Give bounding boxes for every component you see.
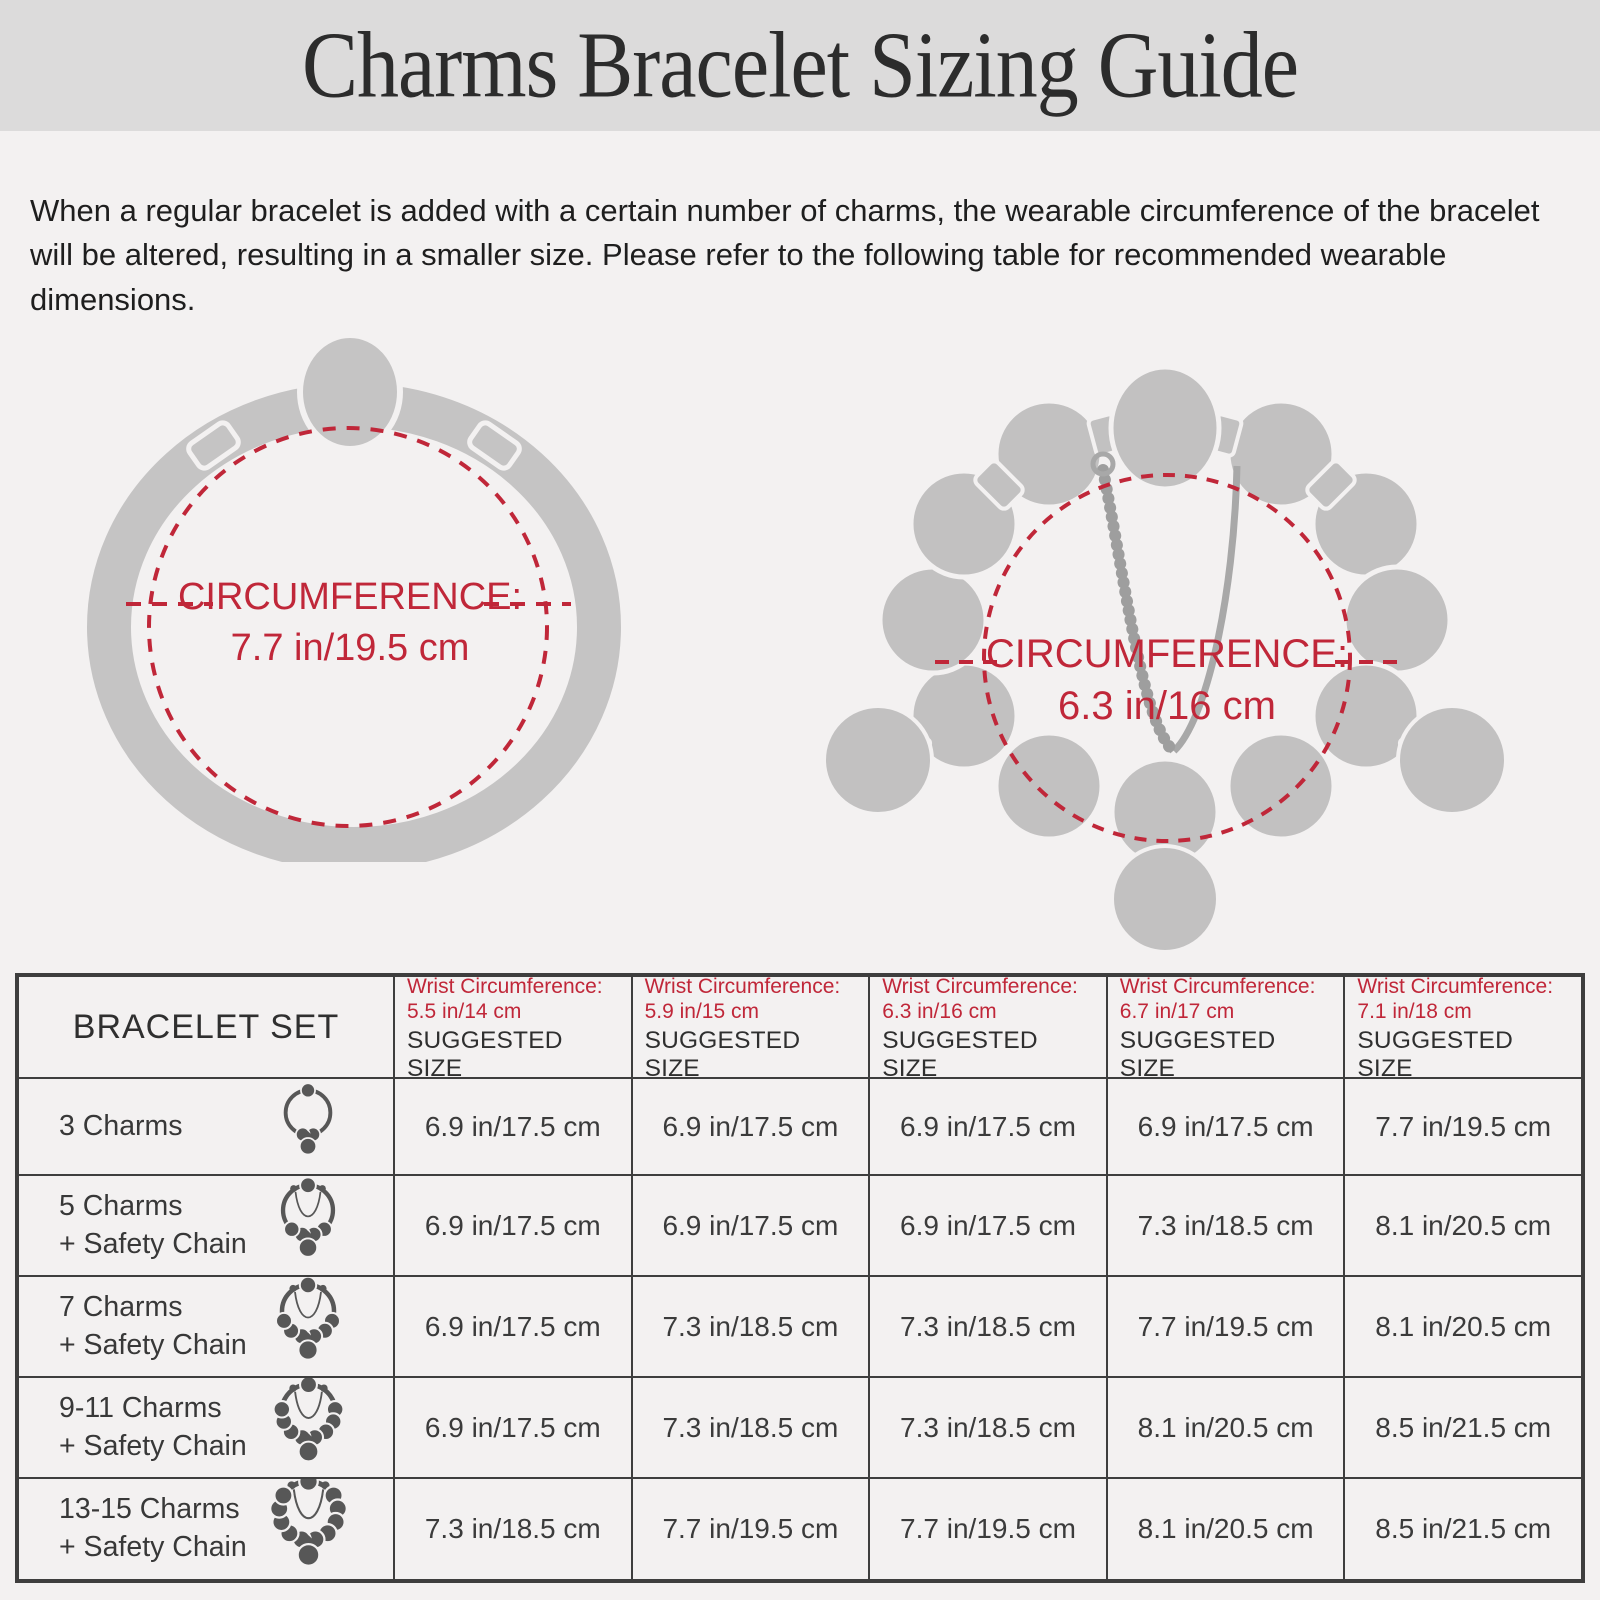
size-value-r3-c4: 7.7 in/19.5 cm: [1107, 1276, 1345, 1377]
ball-clasp: [1111, 367, 1219, 489]
size-value-r1-c3: 6.9 in/17.5 cm: [869, 1078, 1107, 1175]
wrist-circumference-label: Wrist Circumference: 6.7 in/17 cm: [1119, 976, 1316, 1023]
circumference-value: 6.3 in/16 cm: [1058, 684, 1276, 728]
suggested-size-label: SUGGESTED SIZE: [644, 1027, 801, 1078]
table-corner-header: [18, 976, 394, 1078]
bracelet-icon-box: [249, 1377, 367, 1478]
column-header-1: [394, 976, 632, 1078]
size-value-r1-c2: 6.9 in/17.5 cm: [632, 1078, 870, 1175]
column-header-5: [1344, 976, 1582, 1078]
circumference-label: CIRCUMFERENCE:: [985, 632, 1349, 676]
plain-bracelet-illustration: [80, 300, 625, 862]
sizing-table: [15, 973, 1585, 1583]
size-value-r5-c2: 7.7 in/19.5 cm: [632, 1478, 870, 1580]
bracelet-5-charms-icon: [260, 1175, 356, 1276]
size-value-r5-c5: 8.5 in/21.5 cm: [1344, 1478, 1582, 1580]
wrist-circumference-label: Wrist Circumference: 5.5 in/14 cm: [407, 976, 603, 1023]
bracelet-icon-box: [249, 1276, 367, 1377]
bracelet-set-label: BRACELET SET: [72, 1007, 340, 1046]
size-value-r2-c1: 6.9 in/17.5 cm: [394, 1175, 632, 1276]
bracelet-set-name: 7 Charms + Safety Chain: [59, 1290, 247, 1361]
row-label-2: [18, 1175, 394, 1276]
bracelet-set-name: 5 Charms + Safety Chain: [59, 1189, 247, 1260]
size-value-r4-c4: 8.1 in/20.5 cm: [1107, 1377, 1345, 1478]
bracelet-icon-box: [249, 1175, 367, 1276]
clasp-clip-left: [186, 420, 241, 471]
suggested-size-label: SUGGESTED SIZE: [1119, 1027, 1276, 1078]
size-value-r4-c2: 7.3 in/18.5 cm: [632, 1377, 870, 1478]
page-title: Charms Bracelet Sizing Guide: [301, 13, 1299, 118]
circumference-value: 7.7 in/19.5 cm: [230, 627, 470, 669]
size-value-r1-c4: 6.9 in/17.5 cm: [1107, 1078, 1345, 1175]
bracelet-set-name: 9-11 Charms + Safety Chain: [59, 1391, 247, 1462]
column-header-4: [1107, 976, 1345, 1078]
size-value-r5-c4: 8.1 in/20.5 cm: [1107, 1478, 1345, 1580]
size-value-r2-c5: 8.1 in/20.5 cm: [1344, 1175, 1582, 1276]
bracelet-icon-box: [249, 1078, 367, 1175]
size-value-r3-c5: 8.1 in/20.5 cm: [1344, 1276, 1582, 1377]
size-value-r3-c2: 7.3 in/18.5 cm: [632, 1276, 870, 1377]
circumference-label: CIRCUMFERENCE:: [177, 576, 523, 618]
size-value-r3-c1: 6.9 in/17.5 cm: [394, 1276, 632, 1377]
suggested-size-label: SUGGESTED SIZE: [882, 1027, 1038, 1078]
size-value-r5-c3: 7.7 in/19.5 cm: [869, 1478, 1107, 1580]
ball-clasp: [300, 335, 400, 449]
size-value-r4-c5: 8.5 in/21.5 cm: [1344, 1377, 1582, 1478]
row-label-1: [18, 1078, 394, 1175]
bracelet-3-charms-icon: [265, 1078, 351, 1175]
wrist-circumference-label: Wrist Circumference: 6.3 in/16 cm: [882, 976, 1078, 1023]
bracelet-13-15-charms-icon: [252, 1478, 365, 1580]
bracelet-7-charms-icon: [258, 1276, 358, 1377]
row-label-3: [18, 1276, 394, 1377]
charms-bracelet-illustration: [785, 298, 1545, 968]
size-value-r2-c2: 6.9 in/17.5 cm: [632, 1175, 870, 1276]
size-value-r1-c5: 7.7 in/19.5 cm: [1344, 1078, 1582, 1175]
size-value-r5-c1: 7.3 in/18.5 cm: [394, 1478, 632, 1580]
bracelet-icon-box: [249, 1478, 367, 1580]
suggested-size-label: SUGGESTED SIZE: [407, 1027, 563, 1078]
column-header-2: [632, 976, 870, 1078]
size-value-r2-c4: 7.3 in/18.5 cm: [1107, 1175, 1345, 1276]
size-value-r1-c1: 6.9 in/17.5 cm: [394, 1078, 632, 1175]
bracelet-9-11-charms-icon: [257, 1377, 360, 1478]
row-label-4: [18, 1377, 394, 1478]
wrist-circumference-label: Wrist Circumference: 7.1 in/18 cm: [1357, 976, 1554, 1023]
column-header-3: [869, 976, 1107, 1078]
size-value-r3-c3: 7.3 in/18.5 cm: [869, 1276, 1107, 1377]
wrist-circumference-label: Wrist Circumference: 5.9 in/15 cm: [644, 976, 841, 1023]
suggested-size-label: SUGGESTED SIZE: [1357, 1027, 1514, 1078]
bracelet-set-name: 13-15 Charms + Safety Chain: [59, 1493, 247, 1563]
size-value-r4-c3: 7.3 in/18.5 cm: [869, 1377, 1107, 1478]
bracelet-set-name: 3 Charms: [59, 1109, 183, 1142]
size-value-r4-c1: 6.9 in/17.5 cm: [394, 1377, 632, 1478]
row-label-5: [18, 1478, 394, 1580]
clasp-clip-right: [467, 420, 522, 471]
size-value-r2-c3: 6.9 in/17.5 cm: [869, 1175, 1107, 1276]
intro-paragraph: When a regular bracelet is added with a certain number of charms, the wearable circumference of the bracelet will be altered, resulting in a smaller size. Please refer to the following table for recommended wearable dimensions.: [30, 193, 1540, 317]
